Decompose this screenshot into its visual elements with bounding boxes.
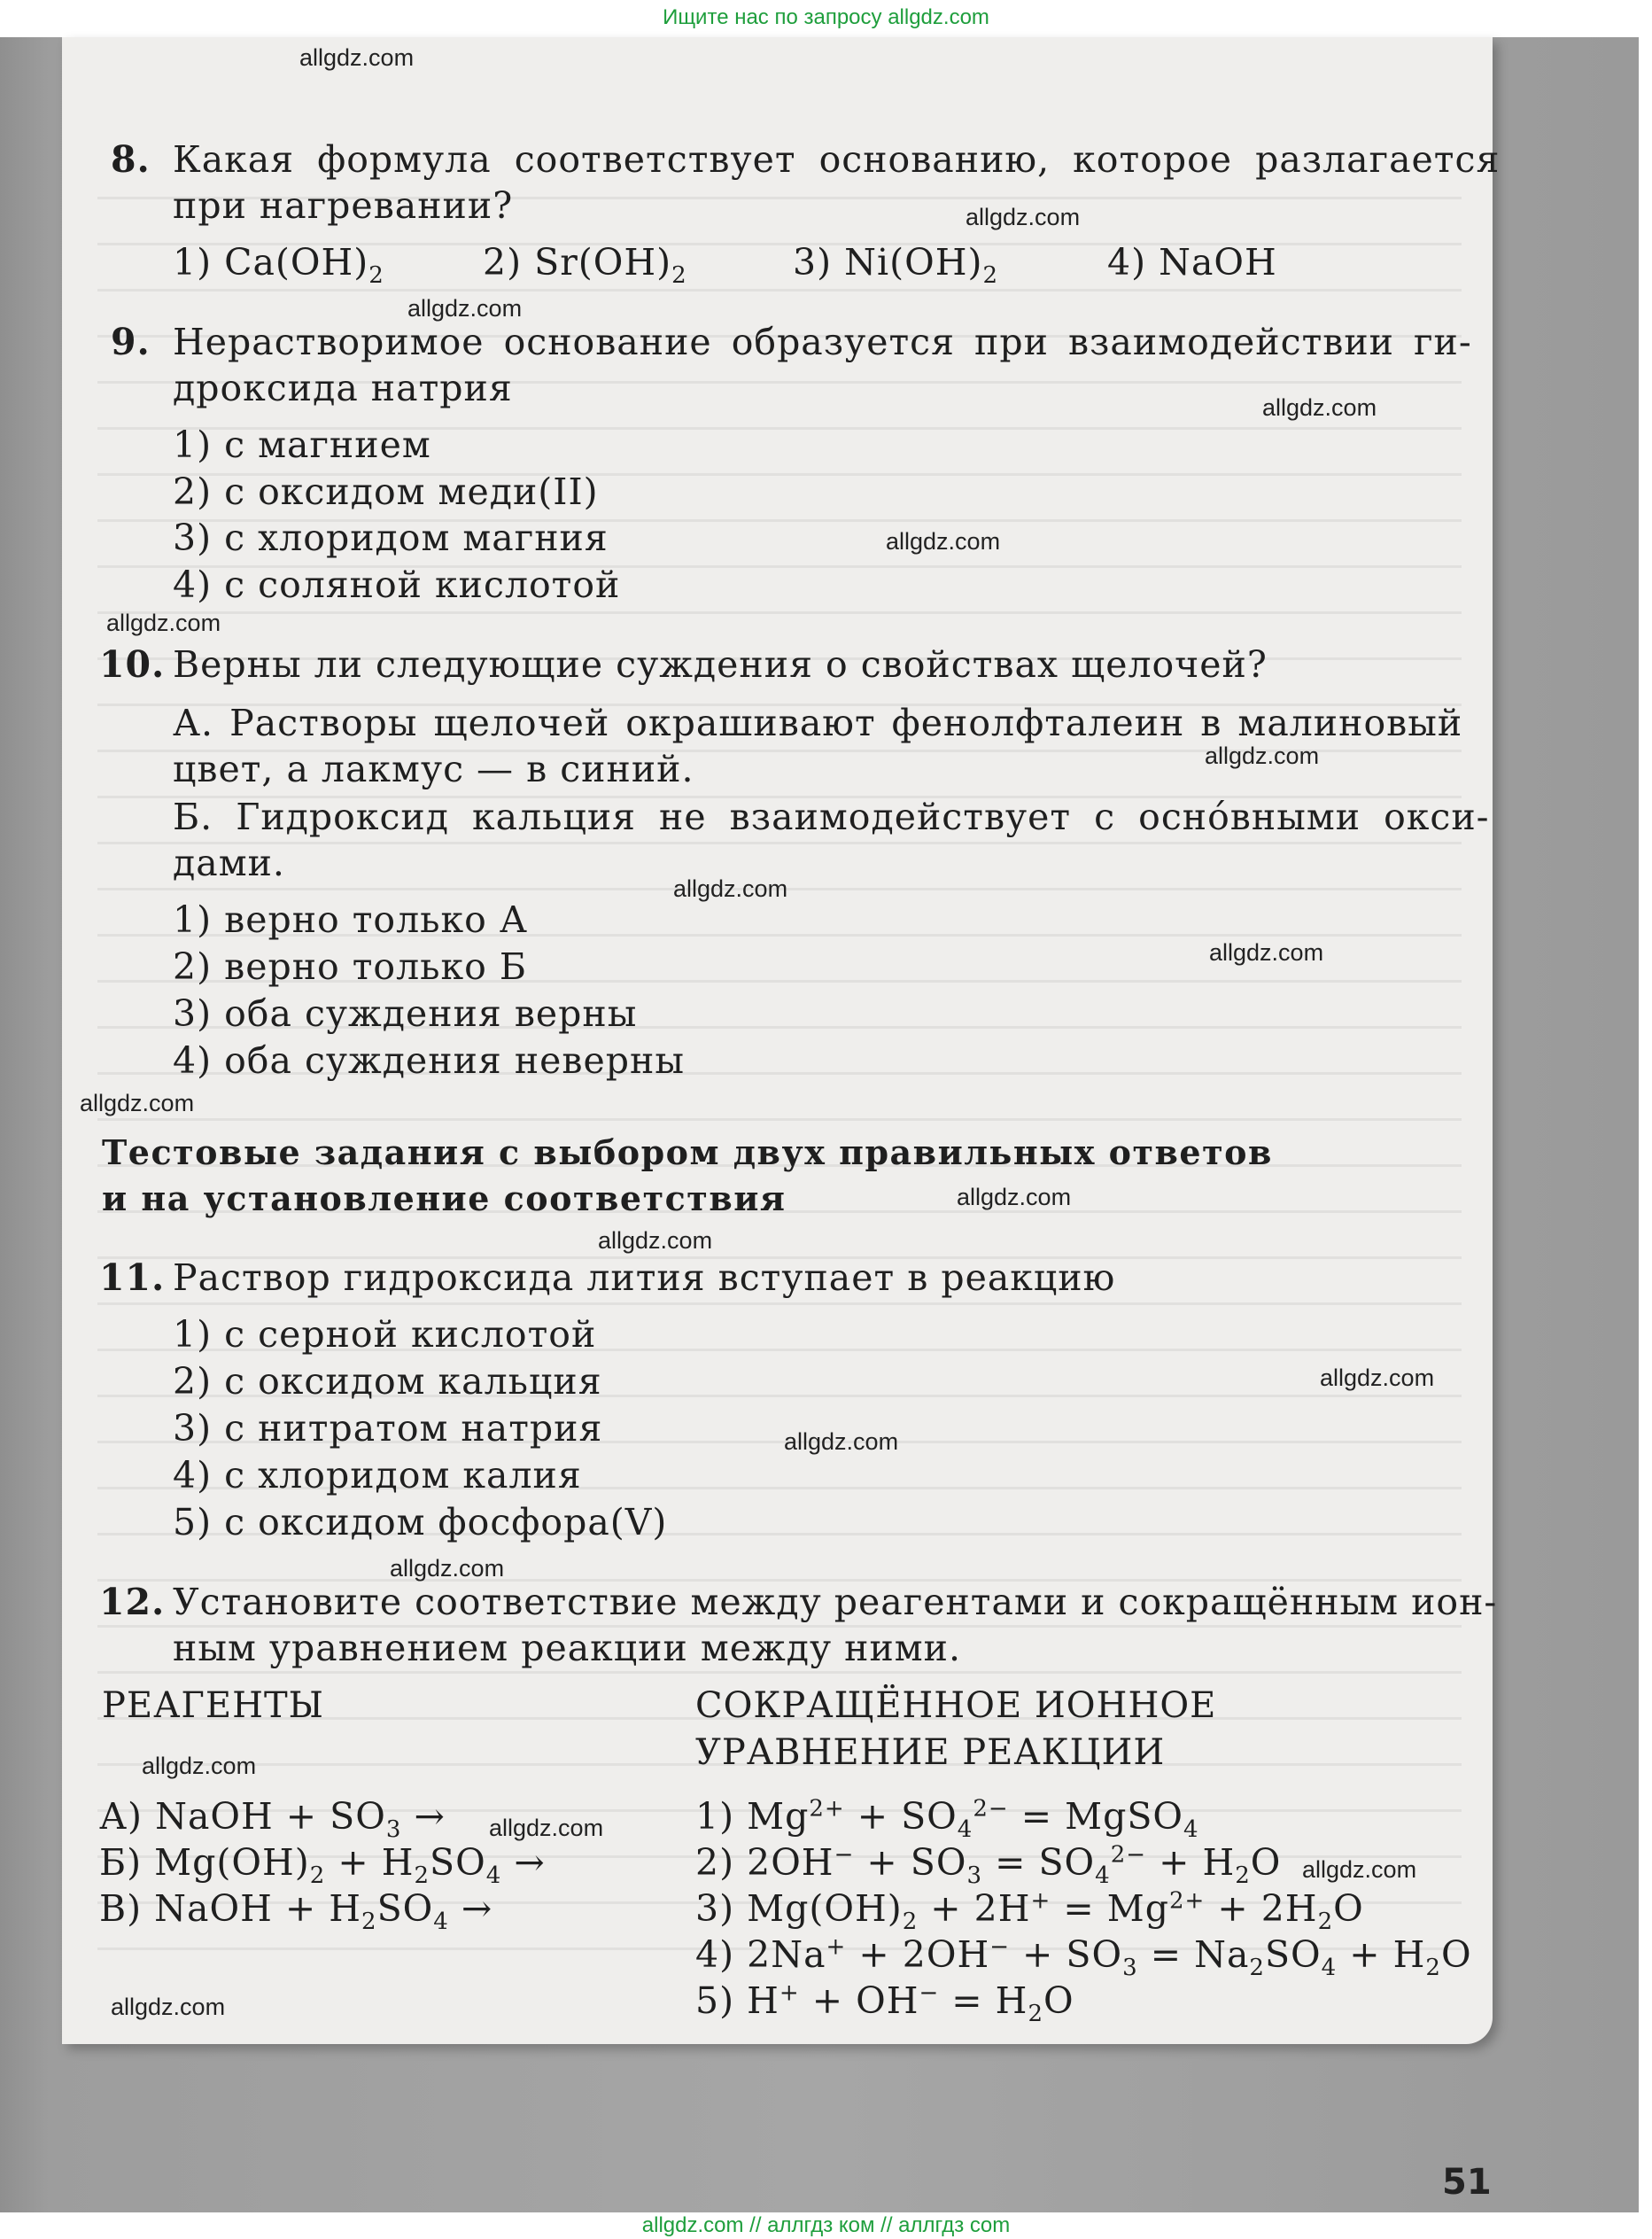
q9-text-line1: Нерастворимое основание образуется при взаимодействии ги- — [173, 321, 1472, 363]
section-heading-line1: Тестовые задания с выбором двух правильных ответов — [102, 1132, 1273, 1172]
q10-option-1: 1) верно только А — [173, 898, 528, 941]
equation-column-title-line2: УРАВНЕНИЕ РЕАКЦИИ — [695, 1732, 1166, 1773]
q10-statement-a-line2: цвет, а лакмус — в синий. — [173, 748, 694, 790]
equation-1: 1) $Mg^{2+} + SO_4^{2-}$ = MgSO$_4$ — [695, 1795, 1199, 1844]
q10-number: 10. — [99, 643, 166, 686]
q11-option-2: 2) с оксидом кальция — [173, 1360, 602, 1403]
q10-statement-a-line1: А. Растворы щелочей окрашивают фенолфталеин в малиновый — [173, 702, 1463, 744]
reagents-column-title: РЕАГЕНТЫ — [102, 1685, 325, 1726]
watermark: allgdz.com — [1320, 1364, 1435, 1391]
q11-option-3: 3) с нитратом натрия — [173, 1407, 603, 1450]
footer-banner: allgdz.com // аллгдз ком // аллгдз com — [641, 2213, 1011, 2237]
q11-option-5: 5) с оксидом фосфора(V) — [173, 1501, 668, 1543]
watermark: allgdz.com — [966, 204, 1081, 230]
watermark: allgdz.com — [80, 1090, 195, 1116]
watermark: allgdz.com — [390, 1555, 505, 1582]
q12-text-line2: ным уравнением реакции между ними. — [173, 1627, 962, 1669]
reagent-b: Б) $Mg(OH)_2 + H_2SO_4$ → — [99, 1841, 546, 1890]
q8-text-line2: при нагревании? — [173, 184, 514, 227]
watermark: allgdz.com — [106, 610, 221, 636]
q9-option-1: 1) с магнием — [173, 424, 431, 466]
reagent-a: А) NaOH + $SO_3$ → — [99, 1795, 446, 1844]
equation-4: 4) $2Na^+ + 2OH^- + SO_3 = Na_2SO_4 + H_2O$ — [695, 1933, 1472, 1982]
watermark: allgdz.com — [1205, 742, 1320, 769]
watermark: allgdz.com — [784, 1428, 899, 1455]
watermark: allgdz.com — [673, 875, 788, 902]
equation-column-title-line1: СОКРАЩЁННОЕ ИОННОЕ — [695, 1685, 1217, 1726]
scanned-page-background — [0, 37, 1639, 2212]
equation-3: 3) $Mg(OH)_2 + 2H^+ = Mg^{2+} + 2H_2O$ — [695, 1887, 1364, 1936]
watermark: allgdz.com — [886, 528, 1001, 555]
q12-text-line1: Установите соответствие между реагентами и сокращённым ион- — [173, 1581, 1498, 1623]
watermark: allgdz.com — [957, 1184, 1072, 1210]
watermark: allgdz.com — [111, 1994, 226, 2020]
watermark: allgdz.com — [1302, 1856, 1417, 1883]
q10-text-line1: Верны ли следующие суждения о свойствах щелочей? — [173, 643, 1268, 686]
q10-option-4: 4) оба суждения неверны — [173, 1039, 685, 1082]
q8-option-3: 3) $Ni(OH)_2$ — [793, 241, 999, 290]
q11-option-1: 1) с серной кислотой — [173, 1313, 597, 1356]
q9-option-3: 3) с хлоридом магния — [173, 517, 609, 559]
watermark: allgdz.com — [598, 1227, 713, 1254]
reagent-c: В) NaOH + $H_2SO_4$ → — [99, 1887, 493, 1936]
q9-text-line2: дроксида натрия — [173, 367, 513, 409]
watermark: allgdz.com — [1209, 939, 1324, 966]
q8-option-4: 4) NaOH — [1107, 241, 1277, 284]
watermark: allgdz.com — [142, 1753, 257, 1779]
q8-text-line1: Какая формула соответствует основанию, которое разлагается — [173, 138, 1501, 181]
q10-option-2: 2) верно только Б — [173, 945, 527, 988]
q8-option-1: 1) $Ca(OH)_2$ — [173, 241, 384, 290]
equation-5: 5) $H^+ + OH^- = H_2O$ — [695, 1979, 1074, 2028]
q10-statement-b-line1: Б. Гидроксид кальция не взаимодействует с осно́вными окси- — [173, 796, 1490, 838]
q11-number: 11. — [99, 1256, 166, 1299]
q11-text-line1: Раствор гидроксида лития вступает в реакцию — [173, 1256, 1116, 1299]
q10-option-3: 3) оба суждения верны — [173, 992, 638, 1035]
q10-statement-b-line2: дами. — [173, 842, 285, 884]
q9-option-2: 2) с оксидом меди(II) — [173, 470, 599, 513]
search-hint-banner: Ищите нас по запросу allgdz.com — [663, 5, 989, 29]
q9-option-4: 4) с соляной кислотой — [173, 564, 621, 606]
watermark: allgdz.com — [299, 44, 415, 71]
watermark: allgdz.com — [1262, 394, 1377, 421]
q8-number: 8. — [111, 138, 151, 181]
q11-option-4: 4) с хлоридом калия — [173, 1454, 582, 1497]
q8-option-2: 2) $Sr(OH)_2$ — [483, 241, 687, 290]
q9-number: 9. — [111, 321, 151, 363]
section-heading-line2: и на установление соответствия — [102, 1178, 787, 1218]
watermark: allgdz.com — [407, 295, 523, 322]
page-number: 51 — [1442, 2162, 1492, 2203]
equation-2: 2) $2OH^- + SO_3 = SO_4^{2-} + H_2O$ — [695, 1841, 1282, 1890]
watermark: allgdz.com — [489, 1815, 604, 1841]
q12-number: 12. — [99, 1581, 166, 1623]
